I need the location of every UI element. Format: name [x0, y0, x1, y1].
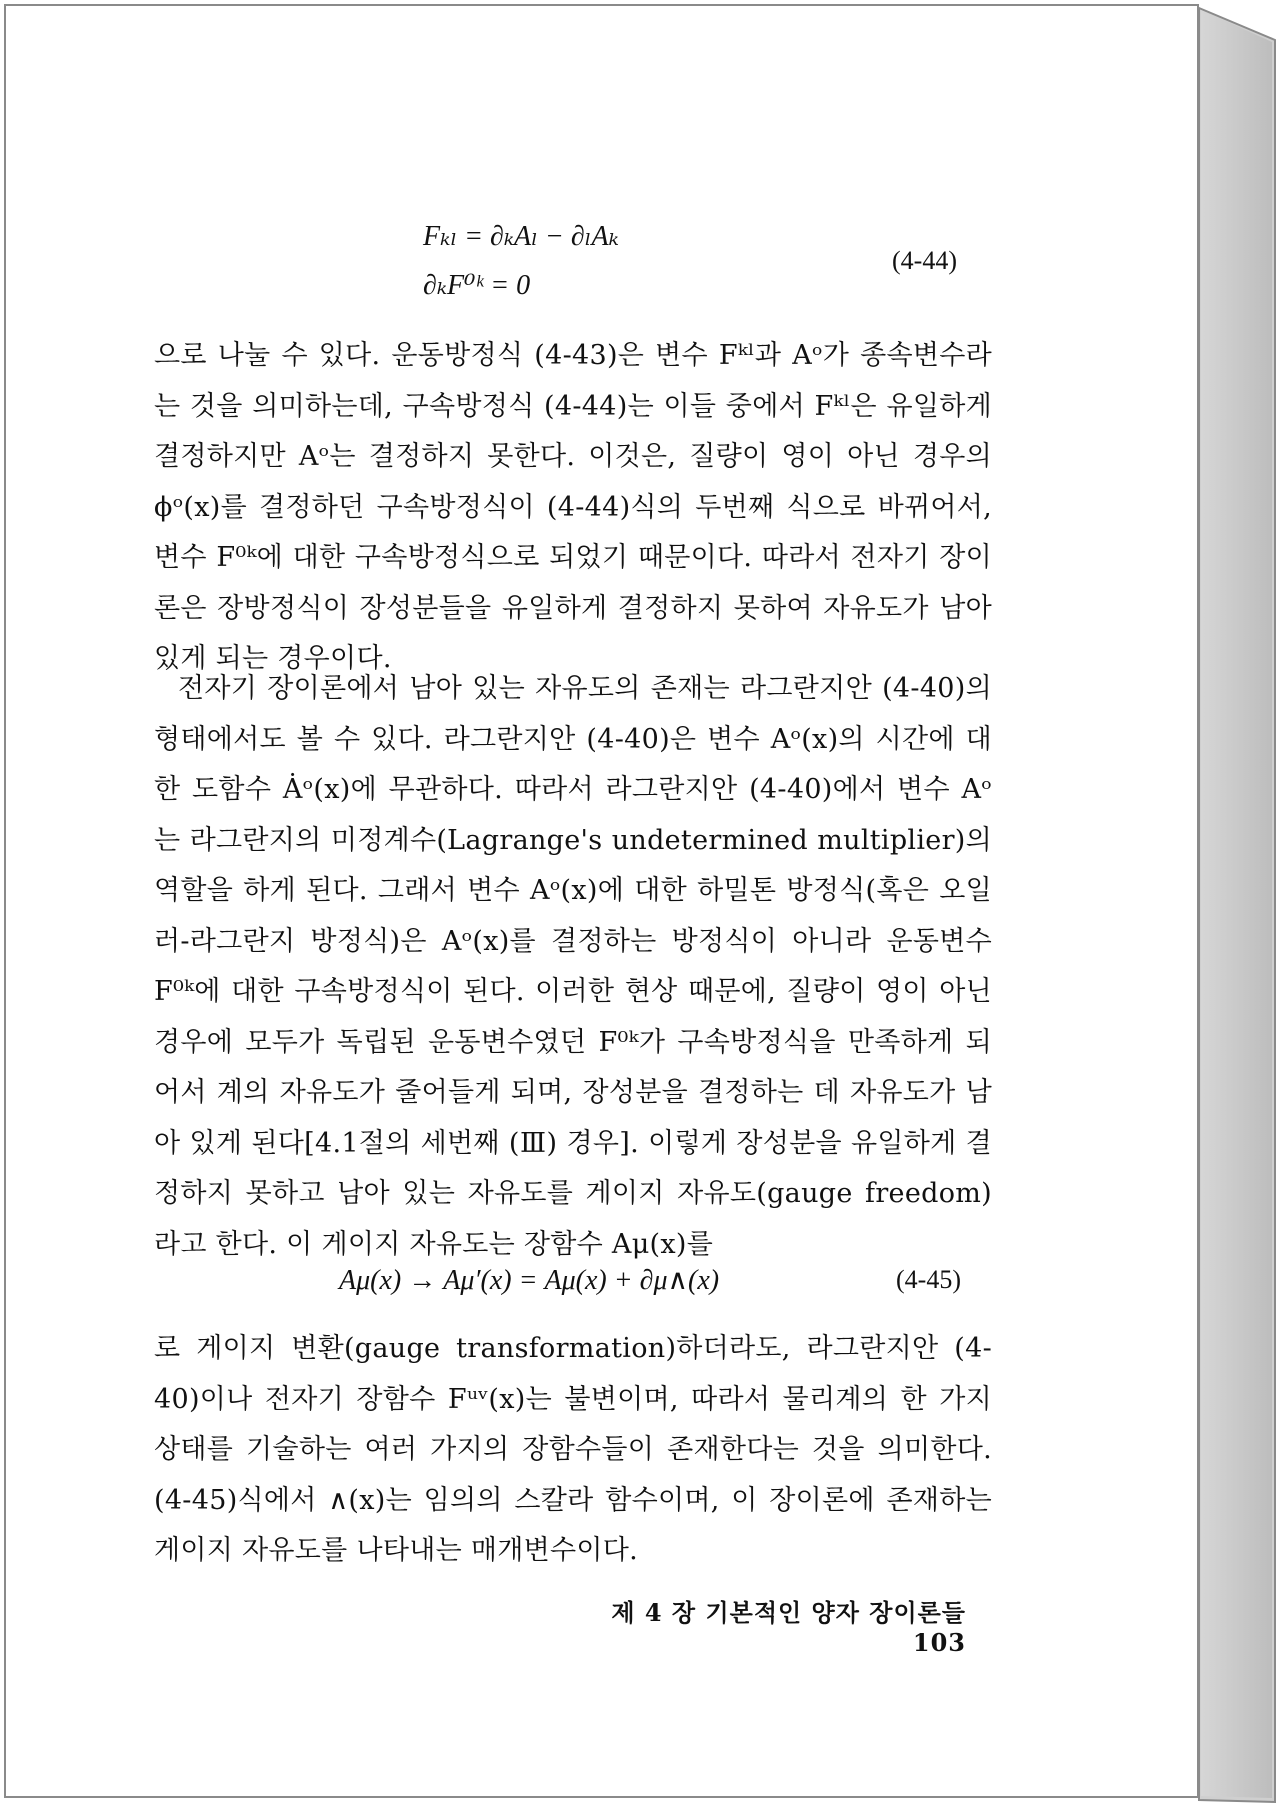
- paragraph: [154, 1324, 992, 1577]
- equation-4-45: Aμ(x) → Aμ′(x) = Aμ(x) + ∂μ∧(x): [339, 1265, 720, 1296]
- equation-number: (4-45): [896, 1265, 961, 1294]
- paragraph: [154, 331, 992, 685]
- paragraph-text: 로 게이지 변환(gauge transformation)하더라도, 라그란지안 (4-40)이나 전자기 장함수 Fᵘᵛ(x)는 불변이며, 따라서 물리계의 한 가지 상태를 기술하는 여러 가지의 장함수들이 존재한다는 것을 의미한다. (4-45)식에서 ∧(x)는 임의의 스칼라 함수이며, 이 장이론에 존재하는 게이지 자유도를 나타내는 매개변수이다.: [154, 1333, 992, 1566]
- equation-number: (4-44): [892, 246, 957, 275]
- paragraph: [154, 664, 992, 1270]
- paragraph-text: 으로 나눌 수 있다. 운동방정식 (4-43)은 변수 Fᵏˡ과 Aᵒ가 종속변수라는 것을 의미하는데, 구속방정식 (4-44)는 이들 중에서 Fᵏˡ은 유일하게 결정하지만 Aᵒ는 결정하지 못한다. 이것은, 질량이 영이 아닌 경우의 ϕᵒ(x)를 결정하던 구속방정식이 (4-44)식의 두번째 식으로 바뀌어서, 변수 F⁰ᵏ에 대한 구속방정식으로 되었기 때문이다. 따라서 전자기 장이론은 장방정식이 장성분들을 유일하게 결정하지 못하여 자유도가 남아 있게 되는 경우이다.: [154, 340, 992, 674]
- equation-4-44-line2: ∂ₖF⁰ᵏ = 0: [423, 270, 531, 301]
- page-number: 103: [912, 1628, 966, 1657]
- equation-4-44-line1: Fₖₗ = ∂ₖAₗ − ∂ₗAₖ: [423, 221, 619, 252]
- book-page: [4, 4, 1199, 1798]
- running-head: 제 4 장 기본적인 양자 장이론들: [611, 1598, 966, 1627]
- paragraph-text: 전자기 장이론에서 남아 있는 자유도의 존재는 라그란지안 (4-40)의 형태에서도 볼 수 있다. 라그란지안 (4-40)은 변수 Aᵒ(x)의 시간에 대한 도함수 Ȧᵒ(x)에 무관하다. 따라서 라그란지안 (4-40)에서 변수 Aᵒ는 라그란지의 미정계수(Lagrange's undetermined multiplier)의 역할을 하게 된다. 그래서 변수 Aᵒ(x)에 대한 하밀톤 방정식(혹은 오일러-라그란지 방정식)은 Aᵒ(x)를 결정하는 방정식이 아니라 운동변수 F⁰ᵏ에 대한 구속방정식이 된다. 이러한 현상 때문에, 질량이 영이 아닌 경우에 모두가 독립된 운동변수였던 F⁰ᵏ가 구속방정식을 만족하게 되어서 계의 자유도가 줄어들게 되며, 장성분을 결정하는 데 자유도가 남아 있게 된다[4.1절의 세번째 (Ⅲ) 경우]. 이렇게 장성분을 유일하게 결정하지 못하고 남아 있는 자유도를 게이지 자유도(gauge freedom)라고 한다. 이 게이지 자유도는 장함수 Aμ(x)를: [154, 673, 992, 1260]
- page-footer: [566, 1593, 966, 1657]
